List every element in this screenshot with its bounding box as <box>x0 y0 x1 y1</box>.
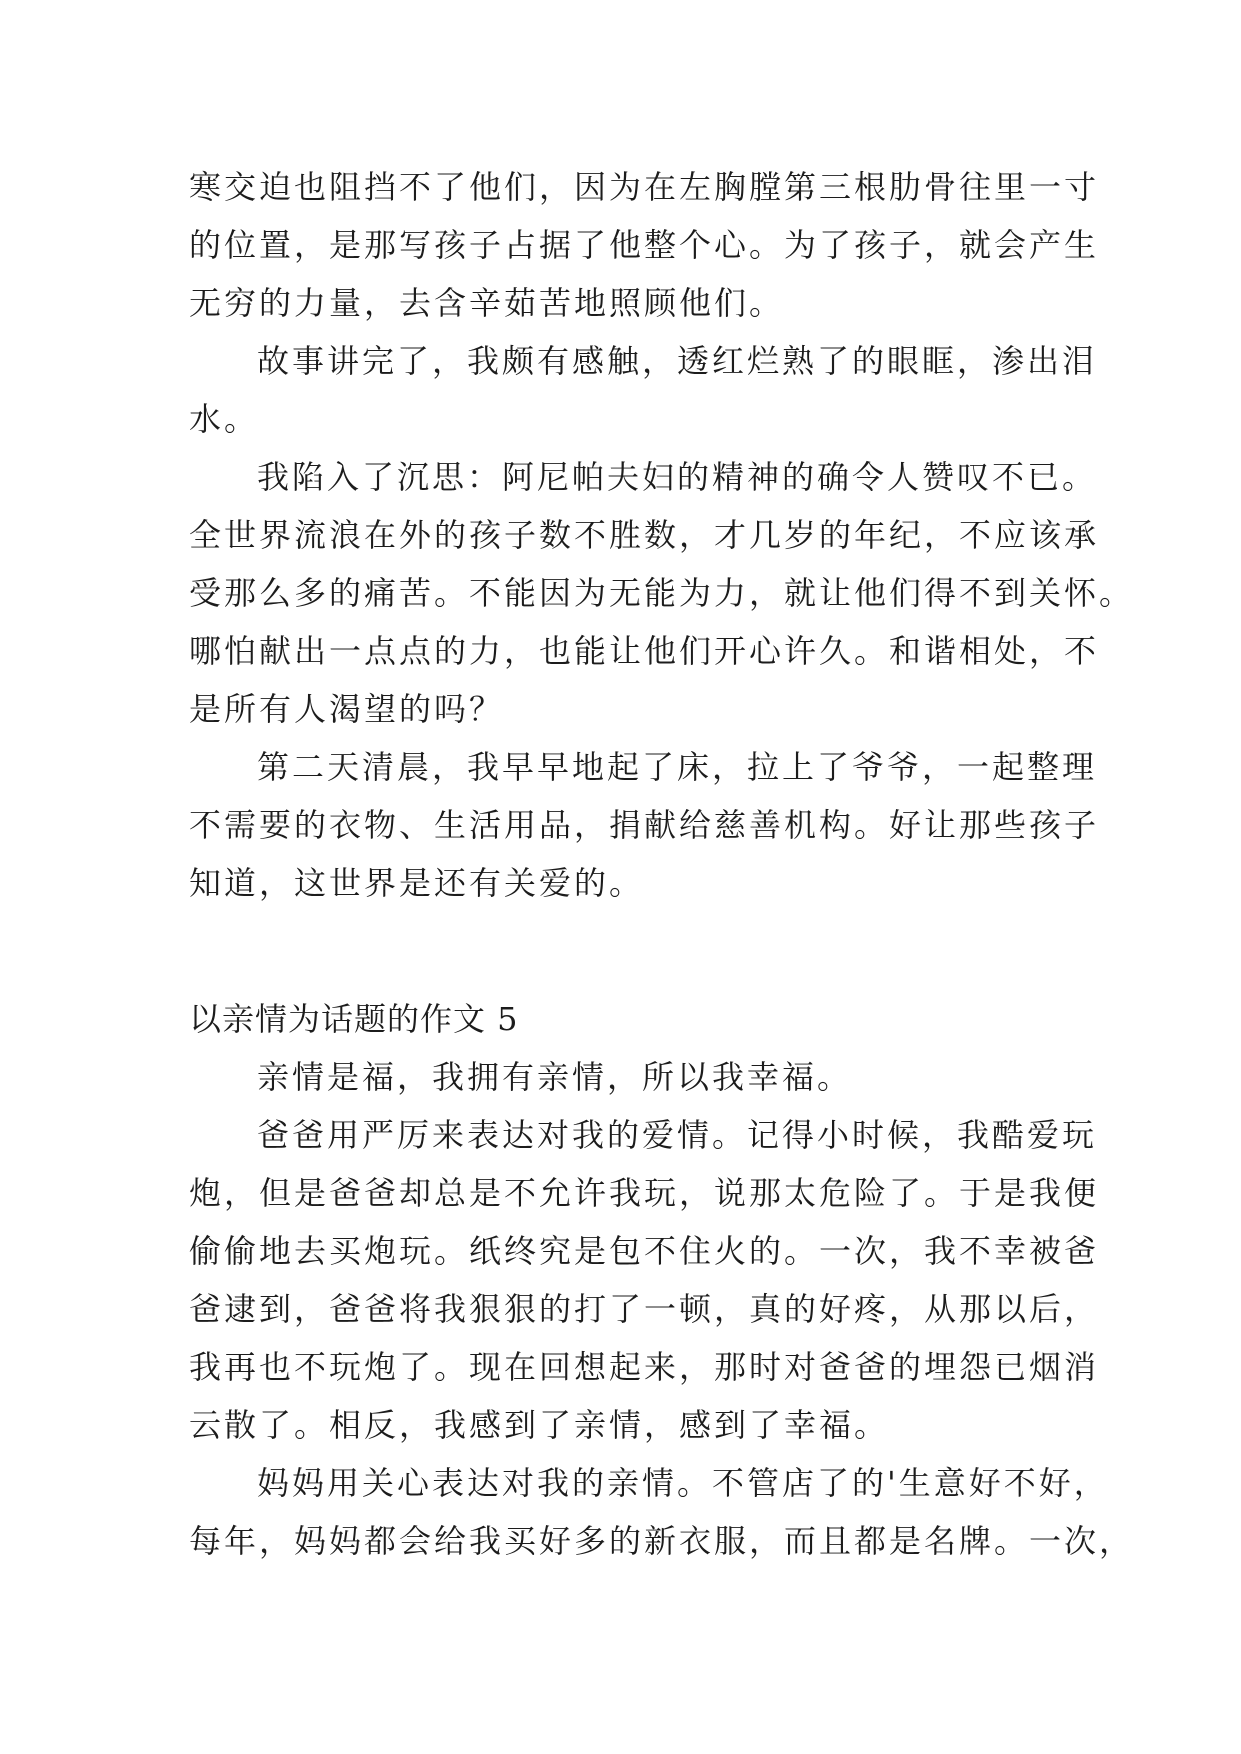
text-line: 每年，妈妈都会给我买好多的新衣服，而且都是名牌。一次， <box>189 1522 1135 1560</box>
text-line: 故事讲完了，我颇有感触，透红烂熟了的眼眶，渗出泪 <box>257 342 1098 380</box>
essay5-paragraph-1 <box>189 1048 1069 1106</box>
paragraph-continued <box>189 158 1100 332</box>
essay-title: 以亲情为话题的作文 5 <box>189 1000 519 1038</box>
text-line: 第二天清晨，我早早地起了床，拉上了爷爷，一起整理 <box>257 748 1098 786</box>
text-line: 哪怕献出一点点的力，也能让他们开心许久。和谐相处，不 <box>189 632 1100 670</box>
essay5-paragraph-2 <box>189 1106 1100 1454</box>
section-gap <box>189 912 1069 990</box>
text-line: 知道，这世界是还有关爱的。 <box>189 864 645 902</box>
text-line: 寒交迫也阻挡不了他们，因为在左胸膛第三根肋骨往里一寸 <box>189 168 1100 206</box>
paragraph-reflection <box>189 448 1135 738</box>
paragraph-next-day <box>189 738 1100 912</box>
paragraph-story-end <box>189 332 1098 448</box>
text-line: 云散了。相反，我感到了亲情，感到了幸福。 <box>189 1406 890 1444</box>
text-line: 受那么多的痛苦。不能因为无能为力，就让他们得不到关怀。 <box>189 574 1135 612</box>
text-line: 炮，但是爸爸却总是不允许我玩，说那太危险了。于是我便 <box>189 1174 1100 1212</box>
text-line: 妈妈用关心表达对我的亲情。不管店了的'生意好不好， <box>257 1464 1109 1502</box>
text-line: 爸逮到，爸爸将我狠狠的打了一顿，真的好疼，从那以后， <box>189 1290 1100 1328</box>
text-line: 我再也不玩炮了。现在回想起来，那时对爸爸的埋怨已烟消 <box>189 1348 1100 1386</box>
text-line: 不需要的衣物、生活用品，捐献给慈善机构。好让那些孩子 <box>189 806 1100 844</box>
text-line: 无穷的力量，去含辛茹苦地照顾他们。 <box>189 284 785 322</box>
text-line: 全世界流浪在外的孩子数不胜数，才几岁的年纪，不应该承 <box>189 516 1100 554</box>
text-line: 我陷入了沉思：阿尼帕夫妇的精神的确令人赞叹不已。 <box>257 458 1098 496</box>
text-line: 是所有人渴望的吗？ <box>189 690 505 728</box>
text-line: 的位置，是那写孩子占据了他整个心。为了孩子，就会产生 <box>189 226 1100 264</box>
text-line: 亲情是福，我拥有亲情，所以我幸福。 <box>257 1058 853 1096</box>
document-body <box>189 158 1135 1570</box>
text-line: 偷偷地去买炮玩。纸终究是包不住火的。一次，我不幸被爸 <box>189 1232 1100 1270</box>
essay5-paragraph-3 <box>189 1454 1135 1570</box>
text-line: 爸爸用严厉来表达对我的爱情。记得小时候，我酷爱玩 <box>257 1116 1098 1154</box>
text-line: 水。 <box>189 400 260 438</box>
